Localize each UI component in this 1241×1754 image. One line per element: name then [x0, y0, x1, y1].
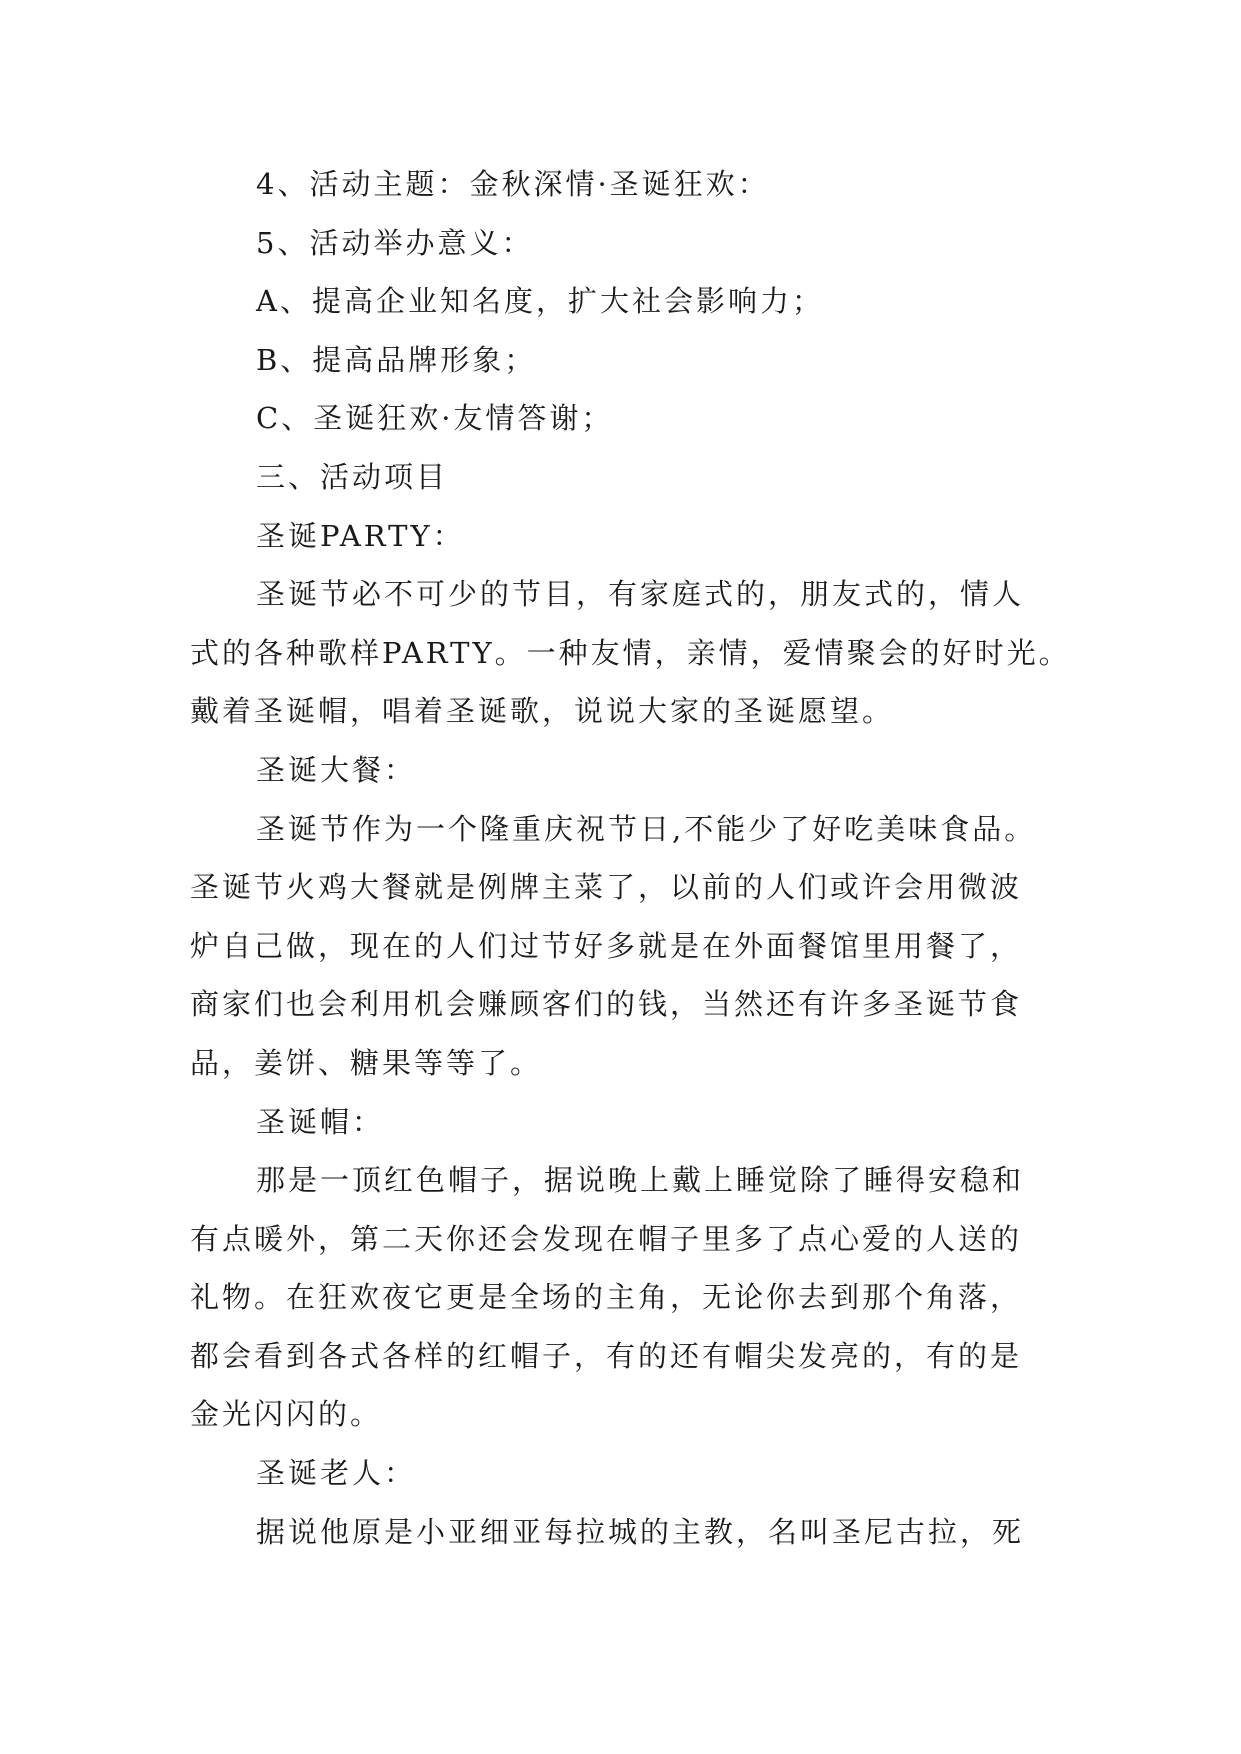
paragraph-line: 都会看到各式各样的红帽子，有的还有帽尖发亮的，有的是	[190, 1338, 1023, 1373]
party-paragraph	[190, 565, 1071, 741]
paragraph-line: 圣诞节必不可少的节目，有家庭式的，朋友式的，情人	[256, 577, 1025, 612]
activity-theme-line: 4、活动主题：金秋深情·圣诞狂欢：	[256, 167, 770, 201]
paragraph-line: 圣诞节火鸡大餐就是例牌主菜了，以前的人们或许会用微波	[190, 870, 1023, 905]
section-heading-activities: 三、活动项目	[256, 459, 449, 494]
significance-item-b: B、提高品牌形象；	[256, 342, 537, 377]
significance-item-a: A、提高企业知名度，扩大社会影响力；	[256, 284, 824, 319]
party-heading: 圣诞PARTY：	[256, 518, 465, 553]
document-page	[190, 155, 1071, 1561]
paragraph-line: 据说他原是小亚细亚每拉城的主教，名叫圣尼古拉，死	[256, 1514, 1025, 1549]
paragraph-line: 那是一顶红色帽子，据说晚上戴上睡觉除了睡得安稳和	[256, 1163, 1025, 1198]
paragraph-line: 炉自己做，现在的人们过节好多就是在外面餐馆里用餐了，	[190, 928, 1023, 963]
paragraph-line: 金光闪闪的。	[190, 1397, 383, 1432]
dinner-paragraph	[190, 800, 1050, 1093]
paragraph-line: 有点暖外，第二天你还会发现在帽子里多了点心爱的人送的	[190, 1221, 1023, 1256]
paragraph-line: 品，姜饼、糖果等等了。	[190, 1045, 543, 1080]
dinner-heading: 圣诞大餐：	[256, 752, 417, 787]
paragraph-line: 商家们也会利用机会赚顾客们的钱，当然还有许多圣诞节食	[190, 987, 1023, 1022]
paragraph-line: 式的各种歌样PARTY。一种友情，亲情，爱情聚会的好时光。	[190, 635, 1071, 670]
paragraph-line: 戴着圣诞帽，唱着圣诞歌，说说大家的圣诞愿望。	[190, 694, 895, 729]
hat-heading: 圣诞帽：	[256, 1104, 385, 1139]
significance-item-c: C、圣诞狂欢·友情答谢；	[256, 401, 614, 436]
activity-significance-line: 5、活动举办意义：	[256, 225, 534, 260]
paragraph-line: 圣诞节作为一个隆重庆祝节日,不能少了好吃美味食品。	[256, 811, 1037, 846]
hat-paragraph	[190, 1151, 1050, 1444]
santa-paragraph	[190, 1503, 1050, 1562]
paragraph-line: 礼物。在狂欢夜它更是全场的主角，无论你去到那个角落，	[190, 1280, 1023, 1315]
santa-heading: 圣诞老人：	[256, 1456, 417, 1491]
